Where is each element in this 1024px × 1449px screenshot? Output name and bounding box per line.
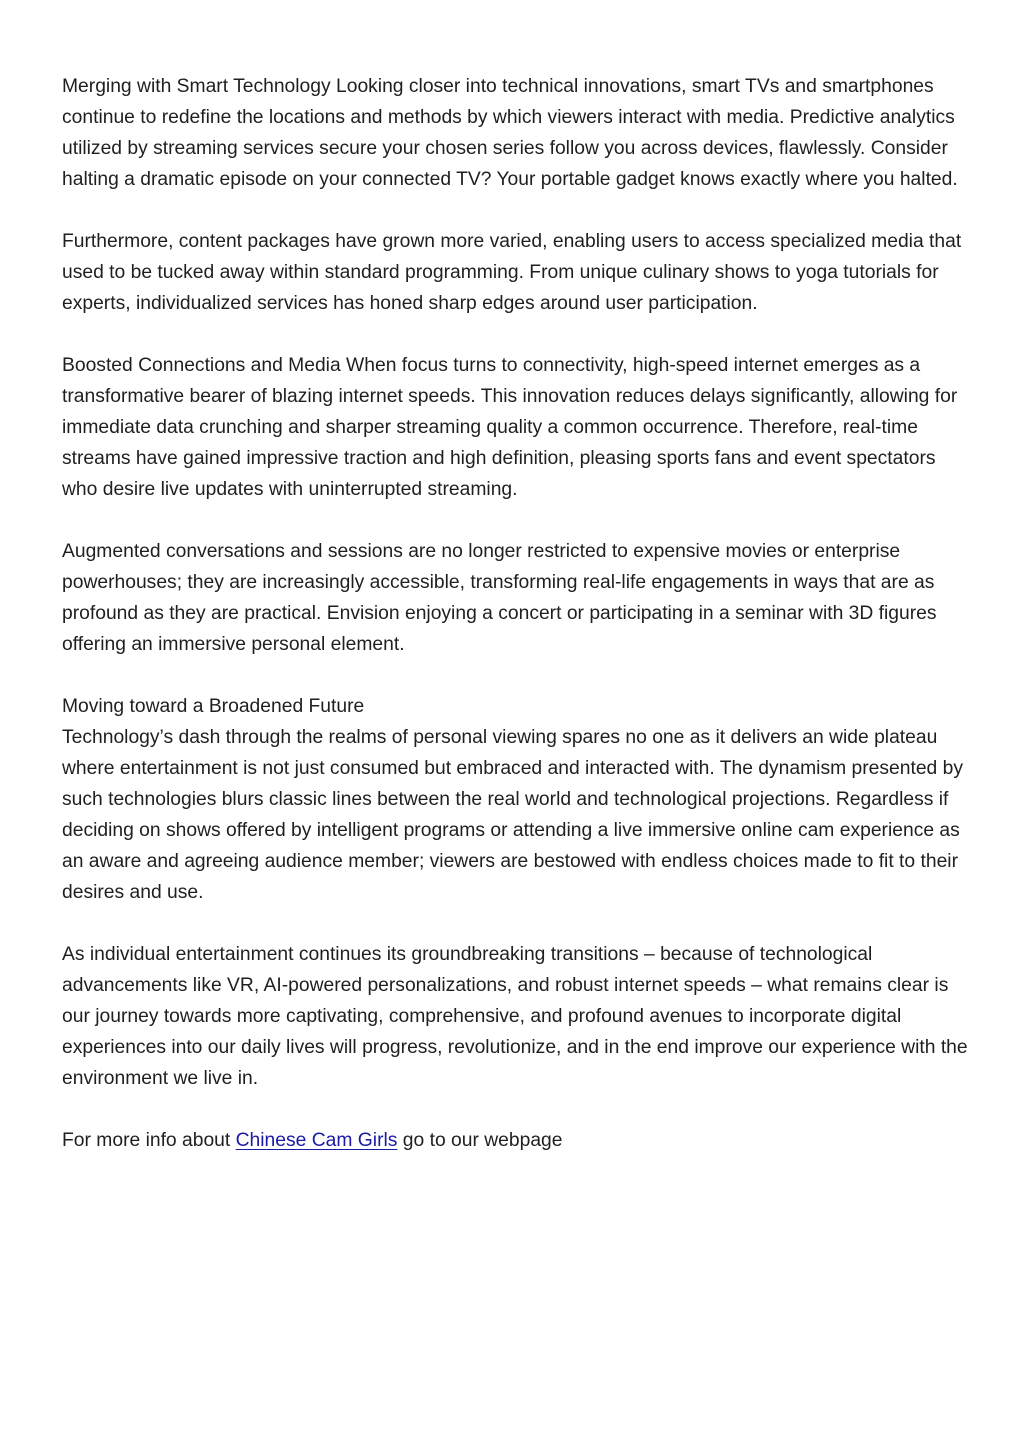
future-section-body: Technology’s dash through the realms of personal viewing spares no one as it delivers an wide plateau where entertainment is not just consumed but embraced and interacted with. The dynamism presented by such technologies blurs classic lines between the real world and technological projections. Regardless if deciding on shows offered by intelligent programs or attending a live immersive online cam experience as an aware and agreeing audience member; viewers are bestowed with endless choices made to fit to their desires and use. — [62, 727, 963, 903]
footer-suffix: go to our webpage — [397, 1130, 563, 1151]
chinese-cam-girls-link[interactable]: Chinese Cam Girls — [235, 1130, 398, 1151]
footer-prefix: For more info about — [62, 1130, 236, 1151]
footer-line — [62, 1125, 972, 1156]
paragraph-augmented-conversations: Augmented conversations and sessions are no longer restricted to expensive movies or enterprise powerhouses; they are increasingly accessible, transforming real-life engagements in ways that are as profound as they are practical. Envision enjoying a concert or participating in a seminar with 3D figures offering an immersive personal element. — [62, 541, 937, 655]
paragraph-connections-media: Boosted Connections and Media When focus turns to connectivity, high-speed internet emerges as a transformative bearer of blazing internet speeds. This innovation reduces delays significantly, allowing for immediate data crunching and sharper streaming quality a common occurrence. Therefore, real-time streams have gained impressive traction and high definition, pleasing sports fans and event spectators who desire live updates with uninterrupted streaming. — [62, 355, 958, 500]
document-body — [62, 71, 972, 1187]
paragraph-smart-technology: Merging with Smart Technology Looking closer into technical innovations, smart TVs and smartphones continue to redefine the locations and methods by which viewers interact with media. Predictive analytics utilized by streaming services secure your chosen series follow you across devices, flawlessly. Consider halting a dramatic episode on your connected TV? Your portable gadget knows exactly where you halted. — [62, 76, 958, 190]
paragraph-content-packages: Furthermore, content packages have grown more varied, enabling users to access specialized media that used to be tucked away within standard programming. From unique culinary shows to yoga tutorials for experts, individualized services has honed sharp edges around user participation. — [62, 231, 962, 314]
future-section — [62, 691, 972, 908]
future-section-heading: Moving toward a Broadened Future — [62, 696, 365, 717]
paragraph-closing: As individual entertainment continues its groundbreaking transitions – because of technological advancements like VR, AI-powered personalizations, and robust internet speeds – what remains clear is our journey towards more captivating, comprehensive, and profound avenues to incorporate digital experiences into our daily lives will progress, revolutionize, and in the end improve our experience with the environment we live in. — [62, 944, 968, 1089]
